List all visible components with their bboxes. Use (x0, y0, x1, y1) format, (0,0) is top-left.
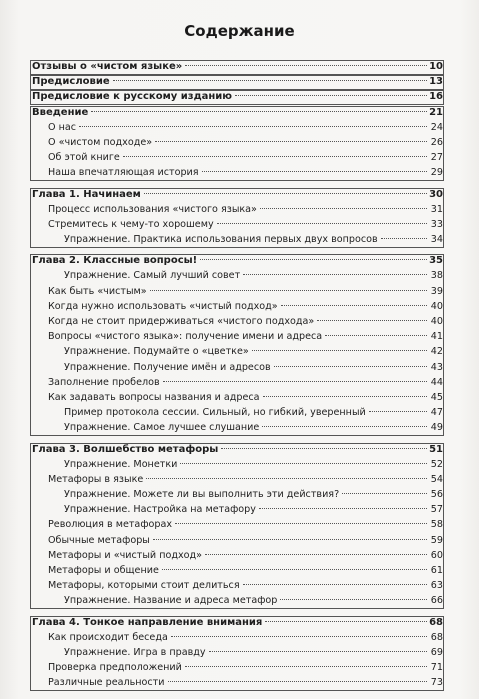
toc-section-entry (31, 284, 443, 299)
toc-section-entry (31, 593, 443, 608)
toc-section-entry (31, 165, 443, 180)
toc-page-number: 44 (430, 376, 443, 388)
toc-entry-title: Вопросы «чистого языка»: получение имени и адреса (48, 331, 323, 343)
toc-entry-title: Когда нужно использовать «чистый подход» (48, 300, 278, 312)
toc-page-number: 27 (430, 152, 443, 164)
dot-leader (342, 493, 427, 494)
toc-page-number: 68 (430, 631, 443, 643)
dot-leader (185, 666, 427, 667)
toc-section-entry (31, 360, 443, 375)
dot-leader (274, 366, 427, 367)
toc-entry-title: Метафоры и «чистый подход» (48, 549, 203, 561)
toc-section-entry (31, 517, 443, 532)
toc-entry-title: Упражнение. Игра в правду (64, 646, 206, 658)
dot-leader (381, 238, 427, 239)
toc-page-number: 10 (429, 61, 443, 72)
toc-page-number: 45 (430, 391, 443, 403)
toc-entry-title: Глава 3. Волшебство метафоры (32, 443, 219, 455)
toc-entry-title: Обычные метафоры (48, 534, 150, 546)
toc-page-number: 59 (430, 534, 443, 546)
toc-page-number: 26 (430, 136, 443, 148)
toc-entry-title: Глава 1. Начинаем (32, 188, 141, 200)
dot-leader (144, 193, 427, 194)
toc-page-number: 47 (430, 407, 443, 419)
toc-entry-title: Упражнение. Монетки (64, 458, 178, 470)
toc-entry-title: Метафоры и общение (48, 565, 159, 576)
toc-section-entry (31, 660, 443, 675)
toc-page-number: 52 (430, 458, 443, 470)
toc-section-entry (31, 375, 443, 390)
toc-entry-title: Упражнение. Получение имён и адресов (64, 361, 271, 373)
dot-leader (113, 80, 427, 81)
dot-leader (153, 539, 427, 540)
toc-entry-title: Заполнение пробелов (48, 376, 160, 388)
toc-entry-title: Когда не стоит придерживаться «чистого подхода» (48, 316, 315, 327)
toc-page-number: 13 (429, 76, 443, 88)
toc-section-entry (31, 344, 443, 359)
toc-section-entry (31, 120, 443, 135)
dot-leader (217, 223, 427, 224)
toc-entry-title: Об этой книге (48, 152, 120, 164)
toc-page-number: 39 (430, 285, 443, 297)
toc-entry-title: Упражнение. Настройка на метафору (64, 504, 256, 516)
toc-entry-title: Предисловие к русскому изданию (32, 91, 233, 103)
toc-chapter-entry (31, 187, 443, 202)
toc-page-number: 56 (430, 489, 443, 501)
toc-entry-title: Как происходит беседа (48, 631, 168, 643)
dot-leader (79, 126, 427, 127)
toc-page-number: 38 (430, 270, 443, 282)
toc-section-entry (31, 405, 443, 420)
toc-page-number: 71 (430, 662, 443, 674)
dot-leader (123, 156, 427, 157)
toc-page-number: 30 (429, 188, 443, 200)
toc-page-number: 57 (430, 504, 443, 516)
toc-entry-title: Процесс использования «чистого языка» (48, 203, 257, 215)
toc-page-number: 63 (430, 580, 443, 592)
toc-entry-title: Глава 4. Тонкое направление внимания (32, 616, 263, 628)
toc-entry-title: Пример протокола сессии. Сильный, но гибкий, уверенный (64, 407, 366, 419)
toc-page-number: 40 (430, 300, 443, 312)
dot-leader (235, 95, 427, 96)
toc-page-number: 16 (429, 91, 443, 103)
toc-entry-title: Отзывы о «чистом языке» (32, 61, 183, 72)
toc-section-entry (31, 217, 443, 232)
toc-chapter-entry (31, 74, 443, 89)
toc-chapter-entry (31, 442, 443, 457)
toc-entry-title: Проверка предположений (48, 662, 182, 674)
toc-entry-title: Упражнение. Название и адреса метафор (64, 595, 278, 607)
toc-entry-title: Стремитесь к чему-то хорошему (48, 218, 214, 230)
dot-leader (155, 141, 427, 142)
toc-entry-title: Глава 2. Классные вопросы! (32, 255, 198, 267)
toc-page-number: 34 (430, 234, 443, 246)
toc-page-number: 43 (430, 361, 443, 373)
dot-leader (168, 681, 428, 682)
toc-entry-title: Упражнение. Подумайте о «цветке» (64, 346, 249, 358)
toc-chapter-entry (31, 105, 443, 120)
toc-page-number: 35 (429, 255, 443, 267)
toc-section-entry (31, 202, 443, 217)
toc-section-entry (31, 548, 443, 563)
toc-page-number: 24 (430, 121, 443, 133)
dot-leader (150, 290, 427, 291)
toc-entry-title: Упражнение. Самое лучшее слушание (64, 422, 260, 434)
toc-entry-title: О «чистом подходе» (48, 136, 153, 148)
dot-leader (281, 305, 427, 306)
dot-leader (185, 65, 427, 66)
toc-entry-title: Упражнение. Практика использования первых двух вопросов (64, 234, 378, 246)
toc-page-number: 29 (430, 167, 443, 179)
toc-page-number: 54 (430, 473, 443, 485)
toc-section-entry (31, 645, 443, 660)
toc-page-number: 69 (430, 646, 443, 658)
dot-leader (317, 320, 427, 321)
toc-section-entry (31, 314, 443, 329)
dot-leader (209, 651, 427, 652)
dot-leader (265, 621, 427, 622)
toc-chapter-entry (31, 253, 443, 268)
toc-section-entry (31, 420, 443, 435)
dot-leader (280, 599, 427, 600)
toc-entry-title: Упражнение. Самый лучший совет (64, 270, 241, 282)
toc-chapter-entry (31, 59, 443, 74)
toc-chapter-entry (31, 615, 443, 630)
toc-entry-title: Введение (32, 106, 89, 118)
dot-leader (171, 636, 427, 637)
dot-leader (259, 508, 427, 509)
toc-section-entry (31, 533, 443, 548)
toc-page-number: 21 (429, 106, 443, 118)
page-title: Содержание (184, 22, 295, 40)
table-of-contents (31, 59, 443, 691)
toc-page-number: 73 (430, 677, 443, 689)
toc-page-number: 58 (430, 519, 443, 531)
toc-section-entry (31, 502, 443, 517)
toc-entry-title: Революция в метафорах (48, 519, 173, 531)
dot-leader (369, 411, 427, 412)
toc-section-entry (31, 563, 443, 578)
dot-leader (200, 259, 427, 260)
toc-page-number: 61 (430, 565, 443, 576)
toc-page-number: 60 (430, 549, 443, 561)
toc-section-entry (31, 268, 443, 283)
toc-section-entry (31, 232, 443, 247)
toc-page-number: 66 (430, 595, 443, 607)
dot-leader (163, 381, 427, 382)
toc-entry-title: Метафоры в языке (48, 473, 144, 485)
toc-entry-title: Наша впечатляющая история (48, 167, 199, 179)
toc-entry-title: Как задавать вопросы названия и адреса (48, 391, 260, 403)
dot-leader (262, 426, 427, 427)
dot-leader (146, 478, 427, 479)
toc-section-entry (31, 675, 443, 690)
dot-leader (175, 523, 427, 524)
toc-section-entry (31, 578, 443, 593)
toc-section-entry (31, 457, 443, 472)
toc-entry-title: Предисловие (32, 76, 110, 88)
toc-section-entry (31, 390, 443, 405)
dot-leader (202, 171, 427, 172)
toc-page-number: 42 (430, 346, 443, 358)
dot-leader (263, 396, 427, 397)
dot-leader (252, 350, 427, 351)
dot-leader (260, 208, 427, 209)
dot-leader (243, 274, 427, 275)
dot-leader (162, 569, 427, 570)
toc-page-number: 33 (430, 218, 443, 230)
toc-chapter-entry (31, 89, 443, 104)
dot-leader (221, 448, 427, 449)
toc-page-number: 40 (430, 316, 443, 327)
toc-section-entry (31, 150, 443, 165)
toc-page-number: 41 (430, 331, 443, 343)
toc-page-number: 31 (430, 203, 443, 215)
toc-section-entry (31, 329, 443, 344)
toc-section-entry (31, 135, 443, 150)
dot-leader (325, 335, 427, 336)
toc-entry-title: Упражнение. Можете ли вы выполнить эти действия? (64, 489, 340, 501)
toc-entry-title: Различные реальности (48, 677, 165, 689)
toc-entry-title: Метафоры, которыми стоит делиться (48, 580, 240, 592)
toc-page-number: 49 (430, 422, 443, 434)
toc-section-entry (31, 299, 443, 314)
dot-leader (91, 111, 427, 112)
toc-entry-title: О нас (48, 121, 77, 133)
toc-page-number: 68 (429, 616, 443, 628)
dot-leader (243, 584, 427, 585)
toc-section-entry (31, 630, 443, 645)
toc-entry-title: Как быть «чистым» (48, 285, 147, 297)
toc-page-number: 51 (429, 443, 443, 455)
toc-section-entry (31, 472, 443, 487)
toc-section-entry (31, 487, 443, 502)
dot-leader (180, 463, 427, 464)
dot-leader (205, 554, 427, 555)
